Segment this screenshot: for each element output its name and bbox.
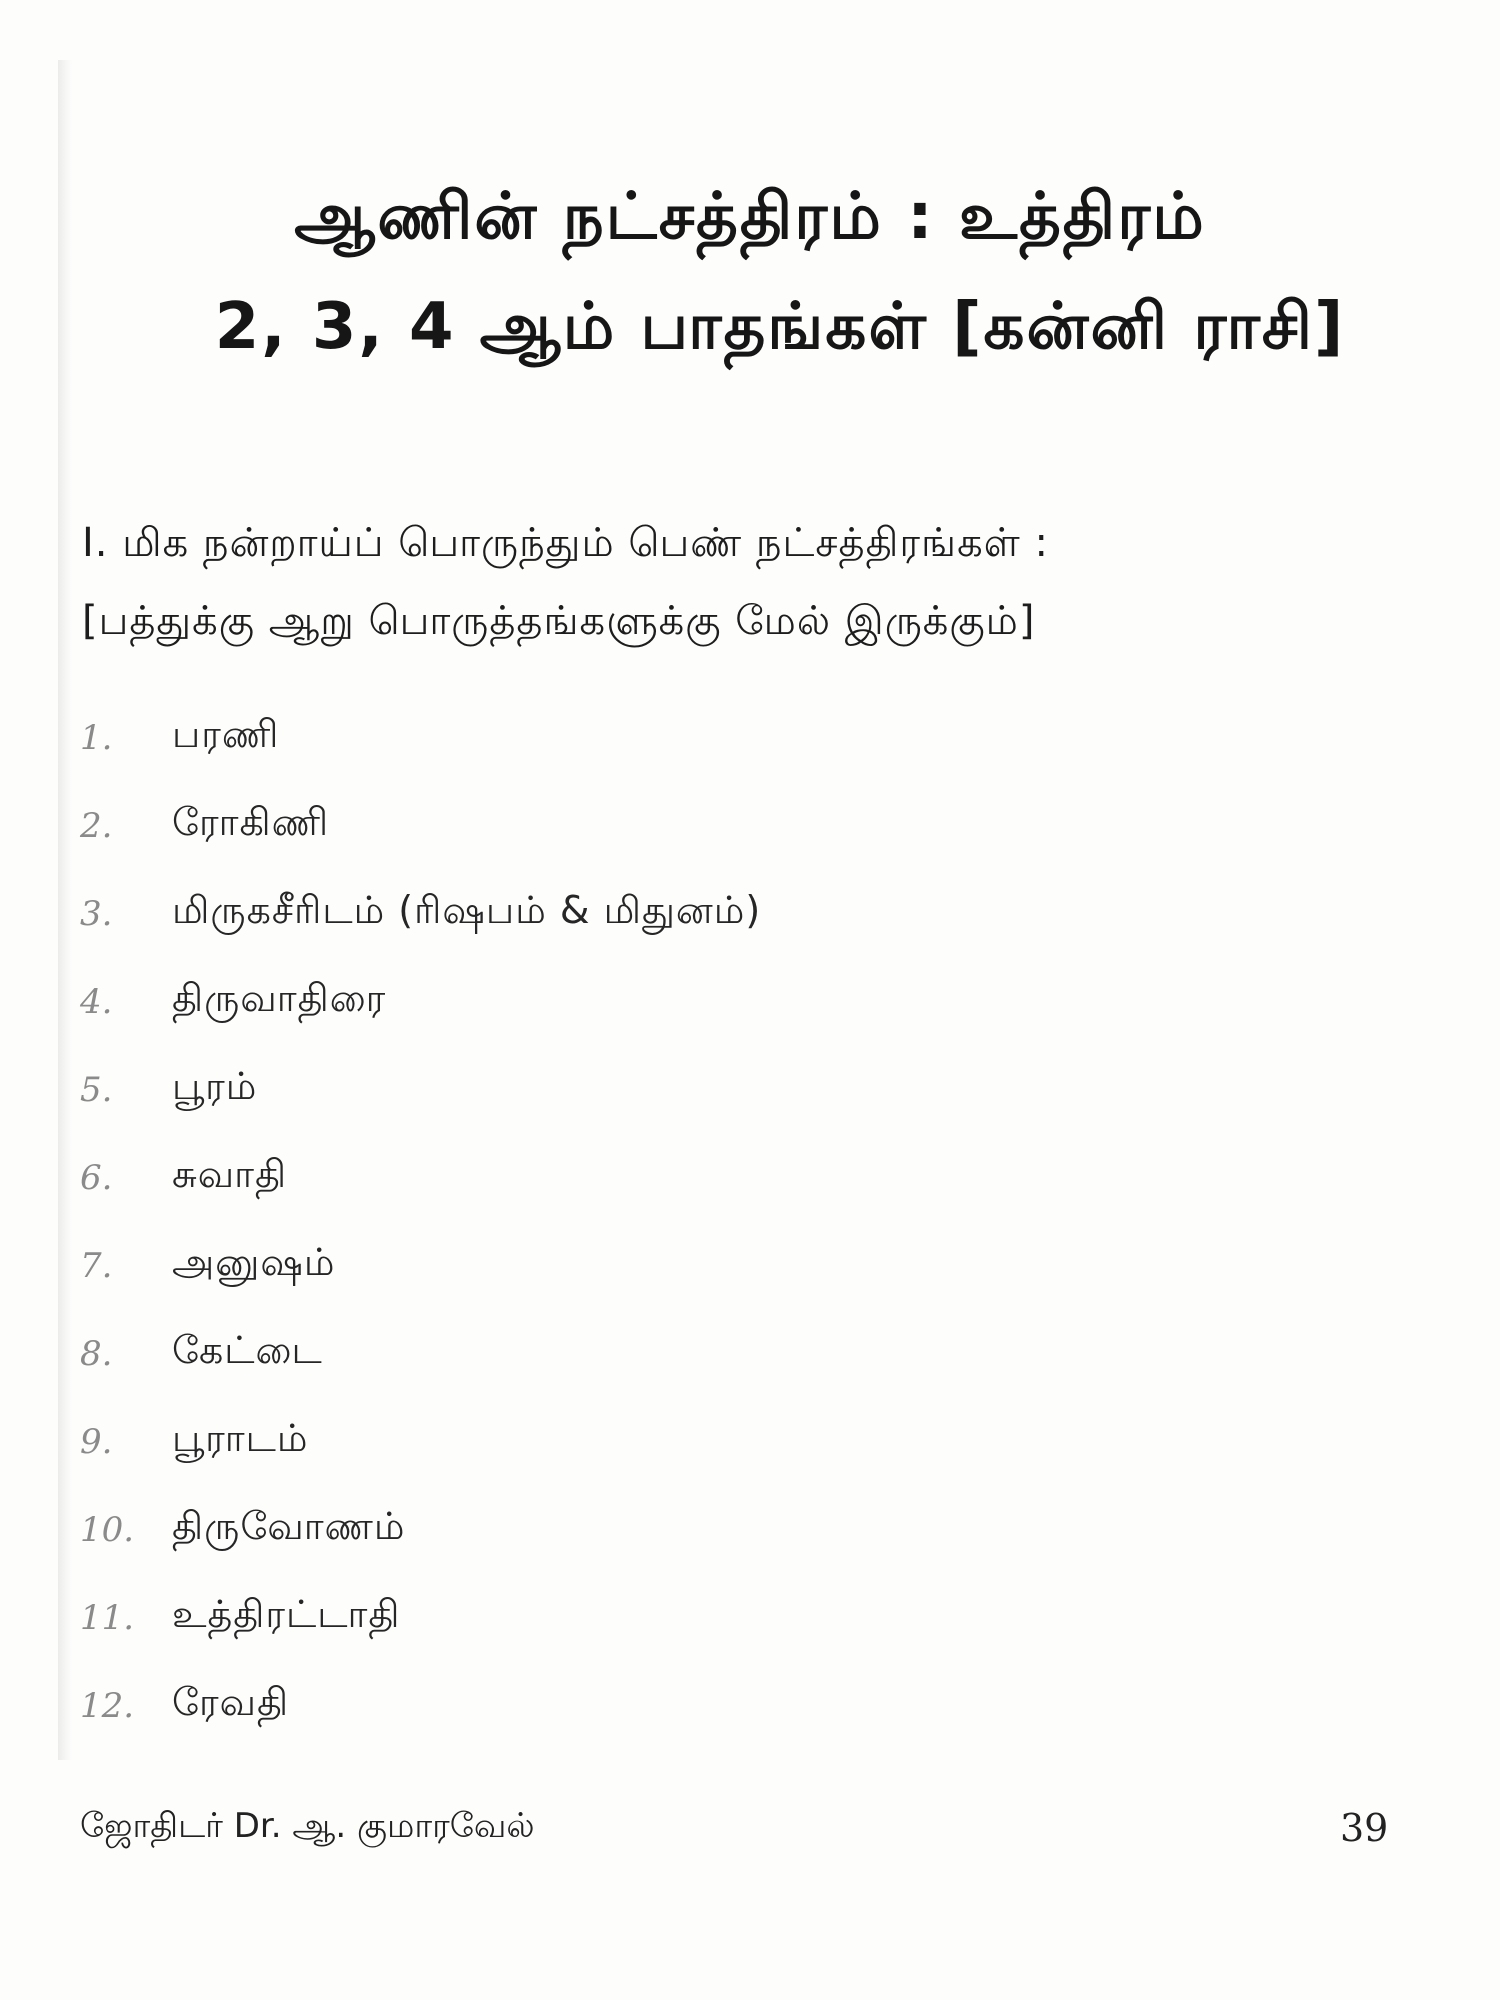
list-item-label: அனுஷம்: [172, 1240, 336, 1284]
list-item: [80, 800, 761, 888]
list-item: [80, 1504, 761, 1592]
list-item-label: கேட்டை: [172, 1328, 323, 1372]
list-item-number: 3.: [80, 894, 113, 934]
section-heading: I. மிக நன்றாய்ப் பொருந்தும் பெண் நட்சத்திரங்கள் :: [82, 520, 1049, 566]
star-list: [80, 712, 761, 1768]
list-item-number: 5.: [80, 1070, 113, 1110]
list-item: [80, 1240, 761, 1328]
list-item-number: 9.: [80, 1422, 113, 1462]
list-item-number: 1.: [80, 718, 113, 758]
footer-author: ஜோதிடர் Dr. ஆ. குமாரவேல்: [80, 1806, 535, 1846]
list-item-label: ரோகிணி: [172, 800, 330, 844]
section-subheading: [பத்துக்கு ஆறு பொருத்தங்களுக்கு மேல் இருக்கும்]: [82, 598, 1036, 644]
page-subtitle: 2, 3, 4 ஆம் பாதங்கள் [கன்னி ராசி]: [214, 290, 1346, 364]
list-item-label: திருவாதிரை: [172, 976, 387, 1020]
list-item-label: பரணி: [172, 712, 280, 756]
page-title: ஆணின் நட்சத்திரம் : உத்திரம்: [294, 180, 1206, 254]
list-item-label: திருவோணம்: [172, 1504, 406, 1548]
list-item-number: 6.: [80, 1158, 113, 1198]
list-item-label: சுவாதி: [172, 1152, 288, 1196]
list-item-label: ரேவதி: [172, 1680, 290, 1724]
list-item: [80, 712, 761, 800]
list-item-number: 10.: [80, 1510, 135, 1550]
list-item: [80, 976, 761, 1064]
list-item-number: 11.: [80, 1598, 135, 1638]
list-item-number: 4.: [80, 982, 113, 1022]
list-item-label: பூரம்: [172, 1064, 258, 1108]
list-item: [80, 1328, 761, 1416]
list-item: [80, 888, 761, 976]
list-item-number: 2.: [80, 806, 113, 846]
list-item: [80, 1416, 761, 1504]
list-item: [80, 1592, 761, 1680]
list-item-label: மிருகசீரிடம் (ரிஷபம் & மிதுனம்): [172, 888, 762, 932]
list-item: [80, 1680, 761, 1768]
page-number: 39: [1340, 1806, 1389, 1850]
list-item-number: 8.: [80, 1334, 113, 1374]
list-item-number: 7.: [80, 1246, 113, 1286]
list-item: [80, 1152, 761, 1240]
list-item-number: 12.: [80, 1686, 135, 1726]
list-item-label: பூராடம்: [172, 1416, 309, 1460]
list-item: [80, 1064, 761, 1152]
list-item-label: உத்திரட்டாதி: [172, 1592, 401, 1636]
